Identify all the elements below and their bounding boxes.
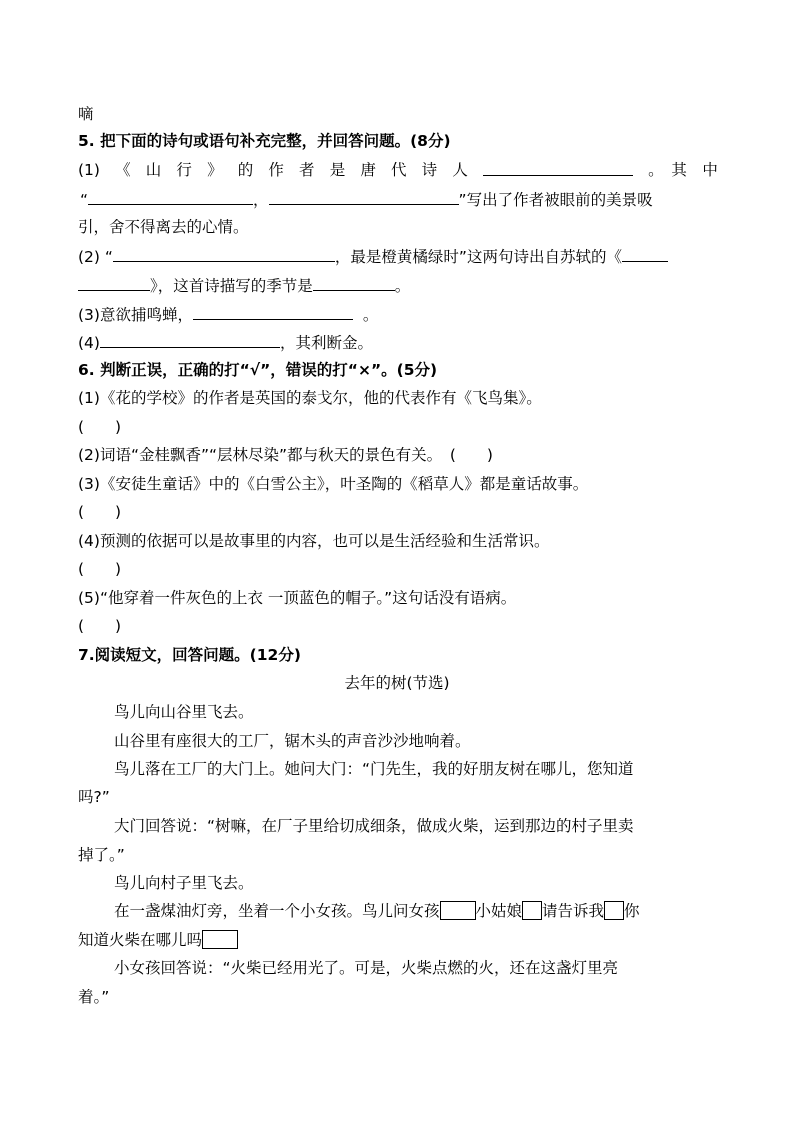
q5-item1-line2: “ ， ”写出了作者被眼前的美景吸: [80, 191, 653, 209]
passage-para-7-cont: 着。”: [78, 988, 110, 1006]
q6-answer-3[interactable]: ( ): [78, 503, 122, 521]
passage-para-3: 鸟儿落在工厂的大门上。她问大门：“门先生，我的好朋友树在哪儿，您知道: [114, 760, 634, 778]
passage-para-4: 大门回答说：“树嘛，在厂子里给切成细条，做成火柴，运到那边的村子里卖: [114, 817, 634, 835]
blank-poem-line1[interactable]: [88, 189, 253, 205]
punct-box-2[interactable]: [522, 901, 542, 920]
punct-box-1[interactable]: [440, 901, 476, 920]
q6-statement-4: (4)预测的依据可以是故事里的内容，也可以是生活经验和生活常识。: [78, 532, 550, 550]
passage-para-7: 小女孩回答说：“火柴已经用光了。可是，火柴点燃的火，还在这盏灯里亮: [114, 959, 619, 977]
q6-answer-1[interactable]: ( ): [78, 418, 122, 436]
q5-item3: (3)意欲捕鸣蝉， 。: [78, 306, 379, 324]
blank-poem-title-b[interactable]: [78, 275, 150, 291]
passage-para-1: 鸟儿向山谷里飞去。: [114, 703, 254, 721]
punct-box-3[interactable]: [604, 901, 624, 920]
q5-item2-line1: (2) “ ，最是橙黄橘绿时”这两句诗出自苏轼的《: [78, 246, 718, 267]
q6-statement-1: (1)《花的学校》的作者是英国的泰戈尔，他的代表作有《飞鸟集》。: [78, 389, 542, 407]
blank-season[interactable]: [313, 275, 395, 291]
punct-box-4[interactable]: [202, 930, 238, 949]
passage-para-3-cont: 吗?”: [78, 788, 110, 806]
q6-answer-4[interactable]: ( ): [78, 560, 122, 578]
q6-statement-2: (2)词语“金桂飘香”“层林尽染”都与秋天的景色有关。 ( ): [78, 446, 493, 464]
q5-item4: (4) ，其利断金。: [78, 334, 373, 352]
blank-poem-title-a[interactable]: [622, 246, 668, 262]
passage-para-6: 在一盏煤油灯旁，坐着一个小女孩。鸟儿问女孩 小姑娘 请告诉我 你: [114, 902, 640, 920]
q5-title: 5. 把下面的诗句或语句补充完整，并回答问题。(8分): [78, 132, 451, 150]
blank-poet[interactable]: [483, 160, 633, 176]
q6-statement-3: (3)《安徒生童话》中的《白雪公主》，叶圣陶的《稻草人》都是童话故事。: [78, 475, 589, 493]
blank-sushi-line[interactable]: [113, 246, 335, 262]
q5-item1-line3: 引，舍不得离去的心情。: [78, 218, 249, 236]
passage-para-6-cont: 知道火柴在哪儿吗: [78, 930, 718, 950]
passage-para-2: 山谷里有座很大的工厂，锯木头的声音沙沙地响着。: [114, 732, 471, 750]
blank-poem-line2[interactable]: [269, 189, 459, 205]
q6-statement-5: (5)“他穿着一件灰色的上衣 一顶蓝色的帽子。”这句话没有语病。: [78, 589, 517, 607]
passage-para-4-cont: 掉了。”: [78, 846, 125, 864]
q6-title: 6. 判断正误，正确的打“√”，错误的打“×”。(5分): [78, 361, 438, 379]
blank-item4[interactable]: [100, 332, 280, 348]
passage-para-5: 鸟儿向村子里飞去。: [114, 874, 254, 892]
q6-answer-5[interactable]: ( ): [78, 617, 122, 635]
q5-item1-line1: (1) 《 山 行 》 的 作 者 是 唐 代 诗 人 。 其 中: [78, 161, 718, 179]
q7-title: 7.阅读短文，回答问题。(12分): [78, 646, 301, 664]
passage-title: 去年的树(节选): [344, 674, 450, 692]
fragment-text: 嘀: [78, 105, 94, 123]
q5-item2-line2: 》，这首诗描写的季节是 。: [78, 275, 718, 296]
blank-item3[interactable]: [193, 304, 353, 320]
